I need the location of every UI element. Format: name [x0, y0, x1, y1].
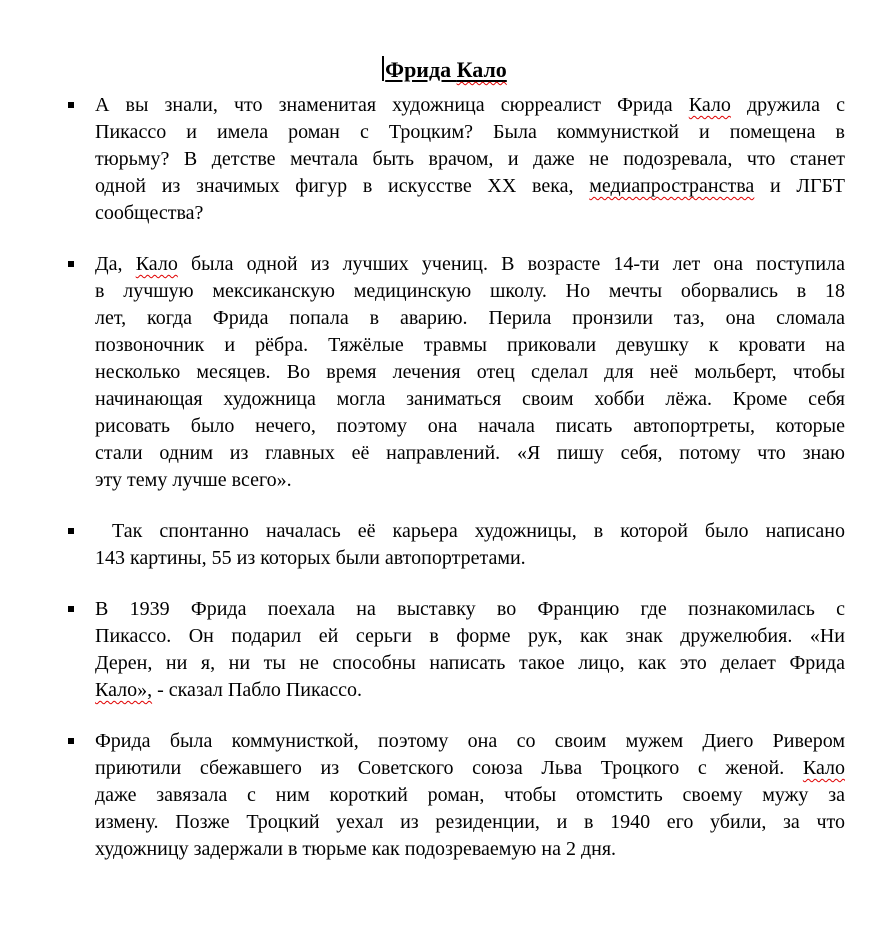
text-line[interactable] [95, 623, 845, 650]
text-segment: Да, [95, 253, 136, 275]
text-segment: сообщества? [95, 202, 204, 224]
text-line[interactable] [95, 359, 845, 386]
text-segment: художницу задержали в тюрьме как подозреваемую на 2 дня. [95, 838, 617, 860]
text-segment: тюрьму? В детстве мечтала быть врачом, и даже не подозревала, что станет [95, 148, 845, 170]
title-text [385, 57, 507, 82]
text-line[interactable] [95, 836, 845, 863]
text-line[interactable] [95, 782, 845, 809]
text-line[interactable] [95, 596, 845, 623]
text-line[interactable] [95, 440, 845, 467]
text-line[interactable] [95, 809, 845, 836]
document-title[interactable] [0, 55, 889, 85]
text-segment: Пикассо. Он подарил ей серьги в форме рук, как знак дружелюбия. «Ни [95, 625, 845, 647]
text-segment: Так спонтанно началась её карьера художницы, в которой было написано [95, 520, 845, 542]
text-segment: несколько месяцев. Во время лечения отец сделал для неё мольберт, чтобы [95, 361, 845, 383]
text-segment: даже завязала с ним короткий роман, чтобы отомстить своему мужу за [95, 784, 845, 806]
misspelled-word: Кало [802, 757, 845, 779]
misspelled-word: Кало [135, 253, 178, 275]
bullet-item[interactable] [95, 518, 845, 572]
text-line[interactable] [95, 305, 845, 332]
text-segment: Пикассо и имела роман с Троцким? Была коммунисткой и помещена в [95, 121, 845, 143]
text-line[interactable] [95, 728, 845, 755]
text-line[interactable] [95, 278, 845, 305]
text-line[interactable] [95, 467, 845, 494]
text-line[interactable] [95, 200, 845, 227]
text-segment: лет, когда Фрида попала в аварию. Перила пронзили таз, она сломала [95, 307, 845, 329]
text-line[interactable] [95, 650, 845, 677]
text-segment: одной из значимых фигур в искусстве XX века, [95, 175, 590, 197]
text-line[interactable] [95, 92, 845, 119]
text-line[interactable] [95, 173, 845, 200]
text-segment: Фрида была коммунисткой, поэтому она со своим мужем Диего Ривером [95, 730, 845, 752]
text-segment: Дерен, ни я, ни ты не способны написать такое лицо, как это делает Фрида [95, 652, 845, 674]
text-line[interactable] [95, 119, 845, 146]
bullet-item[interactable] [95, 596, 845, 704]
text-segment: начинающая художница могла заниматься своим хобби лёжа. Кроме себя [95, 388, 845, 410]
text-segment: В 1939 Фрида поехала на выставку во Францию где познакомилась с [95, 598, 845, 620]
text-segment: рисовать было нечего, поэтому она начала писать автопортреты, которые [95, 415, 845, 437]
text-line[interactable] [95, 251, 845, 278]
text-segment: А вы знали, что знаменитая художница сюрреалист Фрида [95, 94, 689, 116]
text-cursor-caret [382, 56, 384, 81]
misspelled-word: Кало [456, 57, 507, 82]
text-segment: позвоночник и рёбра. Тяжёлые травмы приковали девушку к кровати на [95, 334, 845, 356]
misspelled-word: Кало», [95, 679, 153, 701]
text-line[interactable] [95, 332, 845, 359]
text-line[interactable] [95, 545, 845, 572]
text-segment: измену. Позже Троцкий уехал из резиденции, и в 1940 его убили, за что [95, 811, 845, 833]
text-segment: стали одним из главных её направлений. «Я пишу себя, потому что знаю [95, 442, 845, 464]
text-segment: 143 картины, 55 из которых были автопортретами. [95, 547, 526, 569]
text-segment: и ЛГБТ [754, 175, 845, 197]
bullet-square-icon [68, 738, 74, 744]
text-line[interactable] [95, 386, 845, 413]
text-segment: дружила с [730, 94, 845, 116]
text-segment: была одной из лучших учениц. В возрасте 14-ти лет она поступила [177, 253, 845, 275]
bullet-item[interactable] [95, 251, 845, 494]
bullet-square-icon [68, 102, 74, 108]
text-line[interactable] [95, 755, 845, 782]
text-segment: приютили сбежавшего из Советского союза Льва Троцкого с женой. [95, 757, 803, 779]
title-segment: Фрида [385, 57, 457, 82]
text-line[interactable] [95, 518, 845, 545]
text-segment: - сказал Пабло Пикассо. [152, 679, 363, 701]
text-line[interactable] [95, 146, 845, 173]
bullet-square-icon [68, 261, 74, 267]
text-line[interactable] [95, 413, 845, 440]
bullet-square-icon [68, 528, 74, 534]
text-line[interactable] [95, 677, 845, 704]
document-page[interactable] [0, 55, 889, 927]
bullet-item[interactable] [95, 728, 845, 863]
misspelled-word: медиапространства [589, 175, 755, 197]
misspelled-word: Кало [688, 94, 731, 116]
bullet-square-icon [68, 606, 74, 612]
text-segment: в лучшую мексиканскую медицинскую школу. Но мечты оборвались в 18 [95, 280, 845, 302]
bullet-list [0, 92, 889, 863]
text-segment: эту тему лучше всего». [95, 469, 292, 491]
bullet-item[interactable] [95, 92, 845, 227]
